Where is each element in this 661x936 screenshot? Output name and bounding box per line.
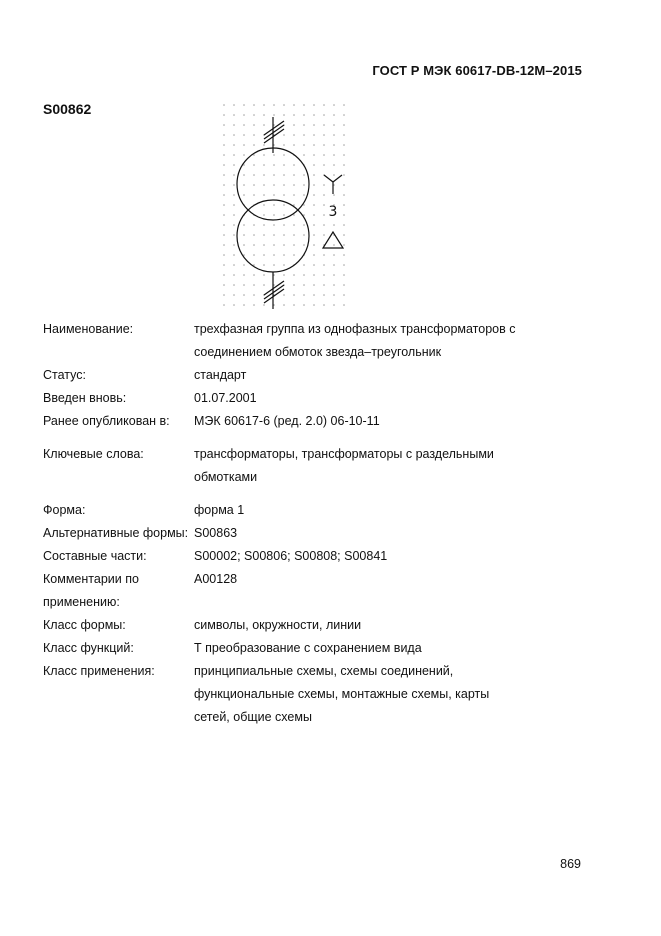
field-row bbox=[43, 410, 563, 433]
field-row bbox=[43, 522, 563, 545]
field-value-line: стандарт bbox=[194, 368, 247, 382]
field-value bbox=[194, 614, 563, 637]
symbol-fields-table bbox=[43, 318, 563, 729]
field-value-line: 01.07.2001 bbox=[194, 391, 257, 405]
field-value-line: МЭК 60617-6 (ред. 2.0) 06-10-11 bbox=[194, 414, 380, 428]
field-value-line: Т преобразование с сохранением вида bbox=[194, 641, 422, 655]
field-value bbox=[194, 318, 563, 364]
field-value bbox=[194, 387, 563, 410]
field-value-line: принципиальные схемы, схемы соединений, bbox=[194, 664, 454, 678]
field-row bbox=[43, 637, 563, 660]
delta-connection-icon bbox=[323, 232, 343, 248]
field-label: Класс формы: bbox=[43, 618, 126, 632]
field-value bbox=[194, 410, 563, 433]
field-label: Составные части: bbox=[43, 549, 147, 563]
field-row bbox=[43, 545, 563, 568]
field-label: Статус: bbox=[43, 368, 86, 382]
field-label: Ключевые слова: bbox=[43, 447, 144, 461]
field-row bbox=[43, 568, 563, 614]
field-row bbox=[43, 387, 563, 410]
field-value-line: S00863 bbox=[194, 526, 238, 540]
field-row bbox=[43, 660, 563, 729]
star-connection-icon bbox=[324, 175, 342, 194]
field-row bbox=[43, 614, 563, 637]
transformer-graphic bbox=[237, 117, 343, 309]
field-value-line: функциональные схемы, монтажные схемы, карты bbox=[194, 687, 490, 701]
field-row bbox=[43, 364, 563, 387]
field-value-line: обмотками bbox=[194, 470, 258, 484]
field-value-line: A00128 bbox=[194, 572, 238, 586]
field-value bbox=[194, 364, 563, 387]
grid-dots bbox=[223, 104, 345, 306]
field-value-line: символы, окружности, линии bbox=[194, 618, 362, 632]
winding-count-label: 3 bbox=[328, 204, 338, 220]
field-value bbox=[194, 522, 563, 545]
field-value bbox=[194, 545, 563, 568]
field-value bbox=[194, 499, 563, 522]
field-value-line: S00002; S00806; S00808; S00841 bbox=[194, 549, 388, 563]
symbol-code: S00862 bbox=[43, 101, 92, 117]
field-label: Альтернативные формы: bbox=[43, 526, 189, 540]
field-value bbox=[194, 637, 563, 660]
transformer-symbol-diagram bbox=[218, 99, 358, 319]
page-number: 869 bbox=[560, 857, 581, 871]
field-label: Введен вновь: bbox=[43, 391, 127, 405]
field-value bbox=[194, 660, 563, 729]
field-value-line: трансформаторы, трансформаторы с раздельными bbox=[194, 447, 494, 461]
field-label: Класс применения: bbox=[43, 664, 155, 678]
field-row bbox=[43, 499, 563, 522]
field-value-line: соединением обмоток звезда–треугольник bbox=[194, 345, 442, 359]
field-label: Форма: bbox=[43, 503, 86, 517]
field-row bbox=[43, 443, 563, 489]
field-label: Ранее опубликован в: bbox=[43, 414, 170, 428]
field-value-line: сетей, общие схемы bbox=[194, 710, 312, 724]
standard-header: ГОСТ Р МЭК 60617-DB-12M–2015 bbox=[372, 63, 582, 78]
field-label: Наименование: bbox=[43, 322, 134, 336]
field-value bbox=[194, 443, 563, 489]
upper-winding-circle bbox=[237, 148, 309, 220]
field-row bbox=[43, 318, 563, 364]
lower-winding-circle bbox=[237, 200, 309, 272]
field-value-line: форма 1 bbox=[194, 503, 245, 517]
field-label: Класс функций: bbox=[43, 641, 134, 655]
field-value bbox=[194, 568, 563, 614]
field-label: Комментарии по применению: bbox=[43, 572, 139, 609]
field-value-line: трехфазная группа из однофазных трансформаторов с bbox=[194, 322, 516, 336]
